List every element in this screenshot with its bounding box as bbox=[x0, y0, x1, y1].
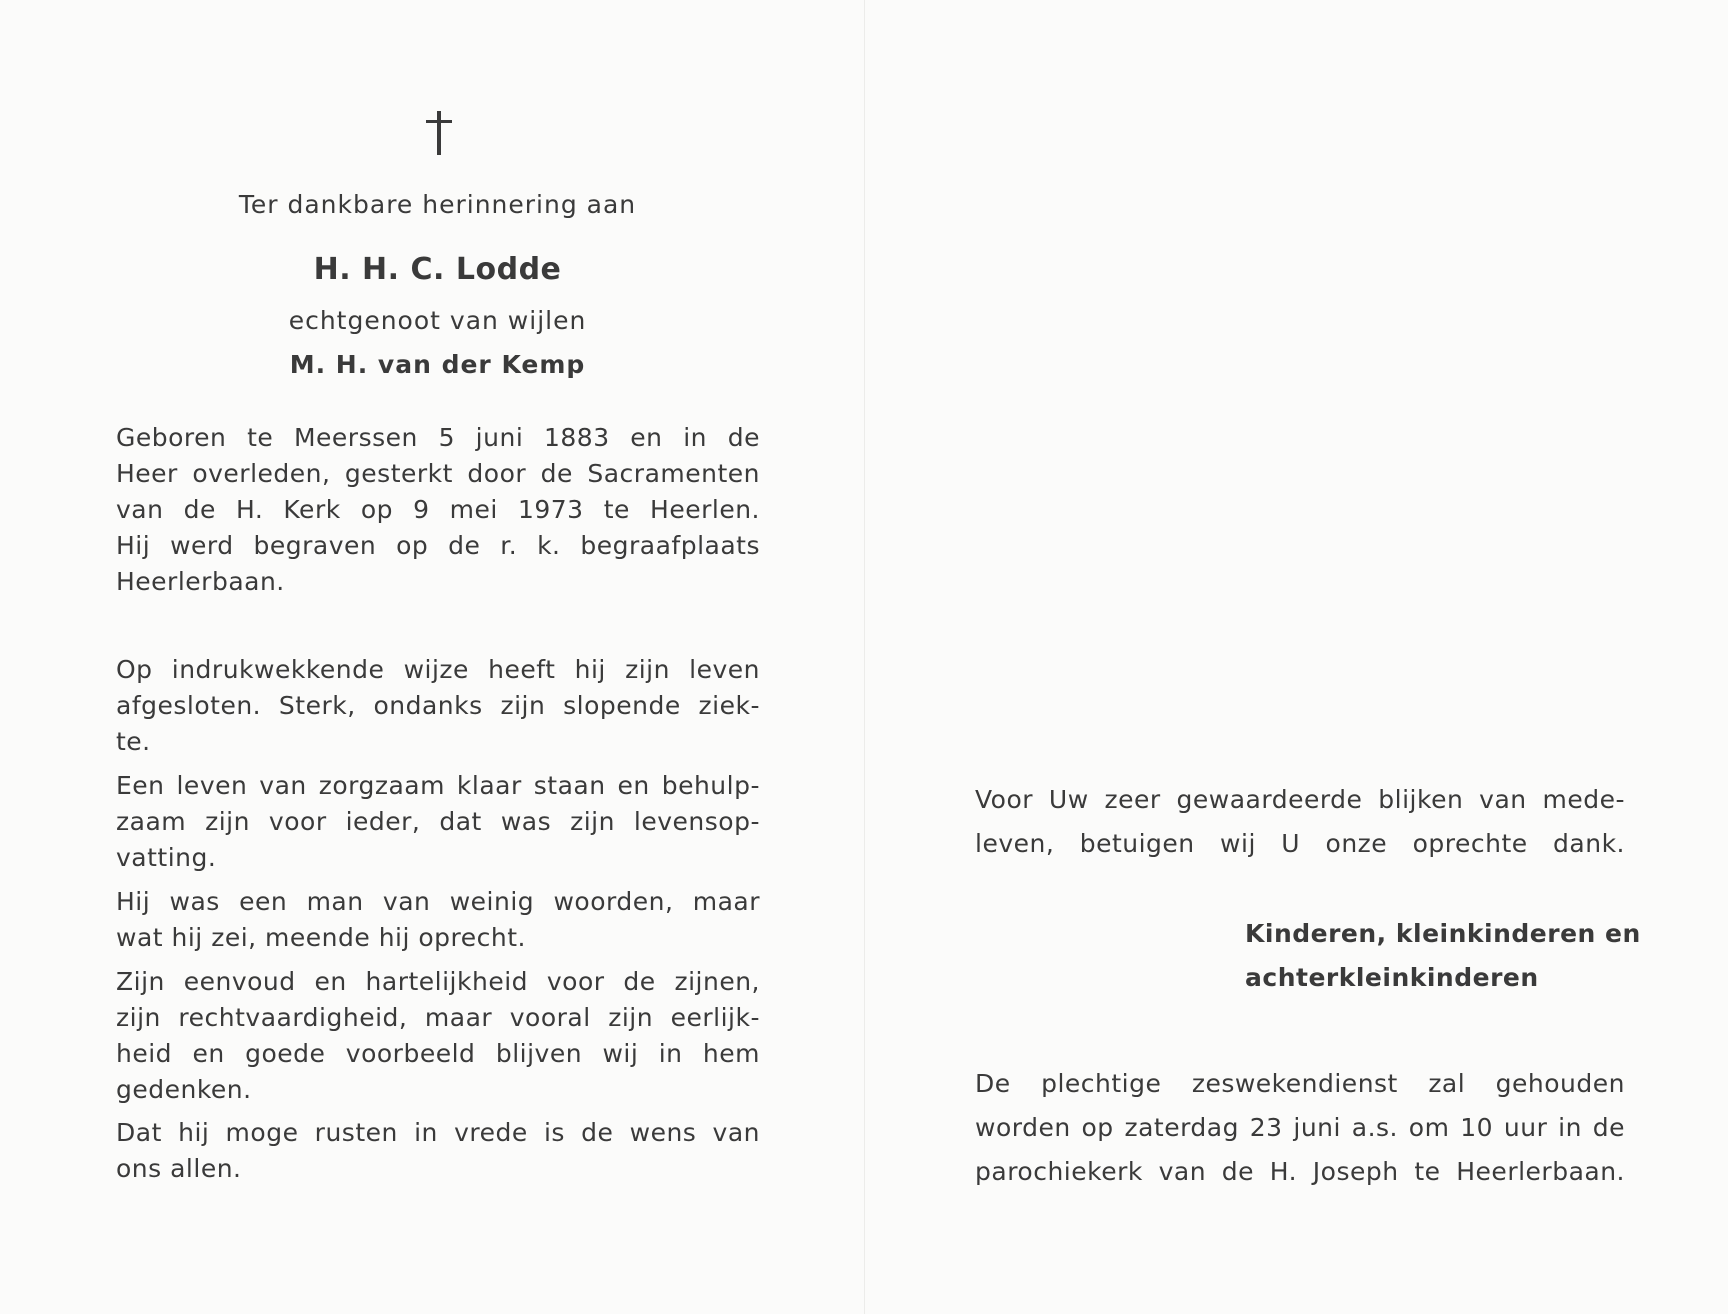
text-line: worden op zaterdag 23 juni a.s. om 10 uur in de bbox=[975, 1113, 1625, 1142]
text-line: leven, betuigen wij U onze oprechte dank. bbox=[975, 829, 1625, 858]
text-line: te. bbox=[116, 727, 151, 756]
text-line: Hij was een man van weinig woorden, maar bbox=[116, 887, 760, 916]
text-line: Voor Uw zeer gewaardeerde blijken van mede- bbox=[975, 785, 1625, 814]
text-line: Geboren te Meerssen 5 juni 1883 en in de bbox=[116, 423, 760, 452]
text-line: Dat hij moge rusten in vrede is de wens van bbox=[116, 1118, 760, 1147]
text-line: Zijn eenvoud en hartelijkheid voor de zijnen, bbox=[116, 967, 760, 996]
text-line: Heerlerbaan. bbox=[116, 567, 285, 596]
tribute-paragraph bbox=[116, 652, 760, 760]
text-line: vatting. bbox=[116, 843, 217, 872]
spouse-label: echtgenoot van wijlen bbox=[288, 306, 587, 335]
text-line: ons allen. bbox=[116, 1154, 242, 1183]
service-paragraph bbox=[975, 1062, 1625, 1194]
text-line: heid en goede voorbeeld blijven wij in hem bbox=[116, 1039, 760, 1068]
tribute-paragraph bbox=[116, 964, 760, 1108]
text-line: achterkleinkinderen bbox=[1245, 963, 1539, 992]
thanks-paragraph bbox=[975, 778, 1625, 866]
text-line: Heer overleden, gesterkt door de Sacramenten bbox=[116, 459, 760, 488]
cross-icon bbox=[424, 110, 454, 156]
biography-paragraph bbox=[116, 420, 760, 600]
text-line: Een leven van zorgzaam klaar staan en behulp- bbox=[116, 771, 760, 800]
right-page bbox=[865, 0, 1728, 1314]
text-line: wat hij zei, meende hij oprecht. bbox=[116, 923, 526, 952]
text-line: afgesloten. Sterk, ondanks zijn slopende ziek- bbox=[116, 691, 760, 720]
family-signature bbox=[1245, 912, 1641, 1000]
tribute-paragraph bbox=[116, 884, 760, 956]
text-line: De plechtige zeswekendienst zal gehouden bbox=[975, 1069, 1625, 1098]
closing-paragraph bbox=[116, 1115, 760, 1187]
text-line: gedenken. bbox=[116, 1075, 252, 1104]
spouse-name: M. H. van der Kemp bbox=[289, 350, 586, 379]
text-line: parochiekerk van de H. Joseph te Heerlerbaan. bbox=[975, 1157, 1625, 1186]
text-line: van de H. Kerk op 9 mei 1973 te Heerlen. bbox=[116, 495, 760, 524]
text-line: Kinderen, kleinkinderen en bbox=[1245, 919, 1641, 948]
text-line: Hij werd begraven op de r. k. begraafplaats bbox=[116, 531, 760, 560]
deceased-name: H. H. C. Lodde bbox=[313, 252, 562, 287]
tribute-paragraph bbox=[116, 768, 760, 876]
text-line: Op indrukwekkende wijze heeft hij zijn leven bbox=[116, 655, 760, 684]
text-line: zijn rechtvaardigheid, maar vooral zijn eerlijk- bbox=[116, 1003, 760, 1032]
text-line: zaam zijn voor ieder, dat was zijn levensop- bbox=[116, 807, 760, 836]
intro-text: Ter dankbare herinnering aan bbox=[238, 190, 637, 219]
